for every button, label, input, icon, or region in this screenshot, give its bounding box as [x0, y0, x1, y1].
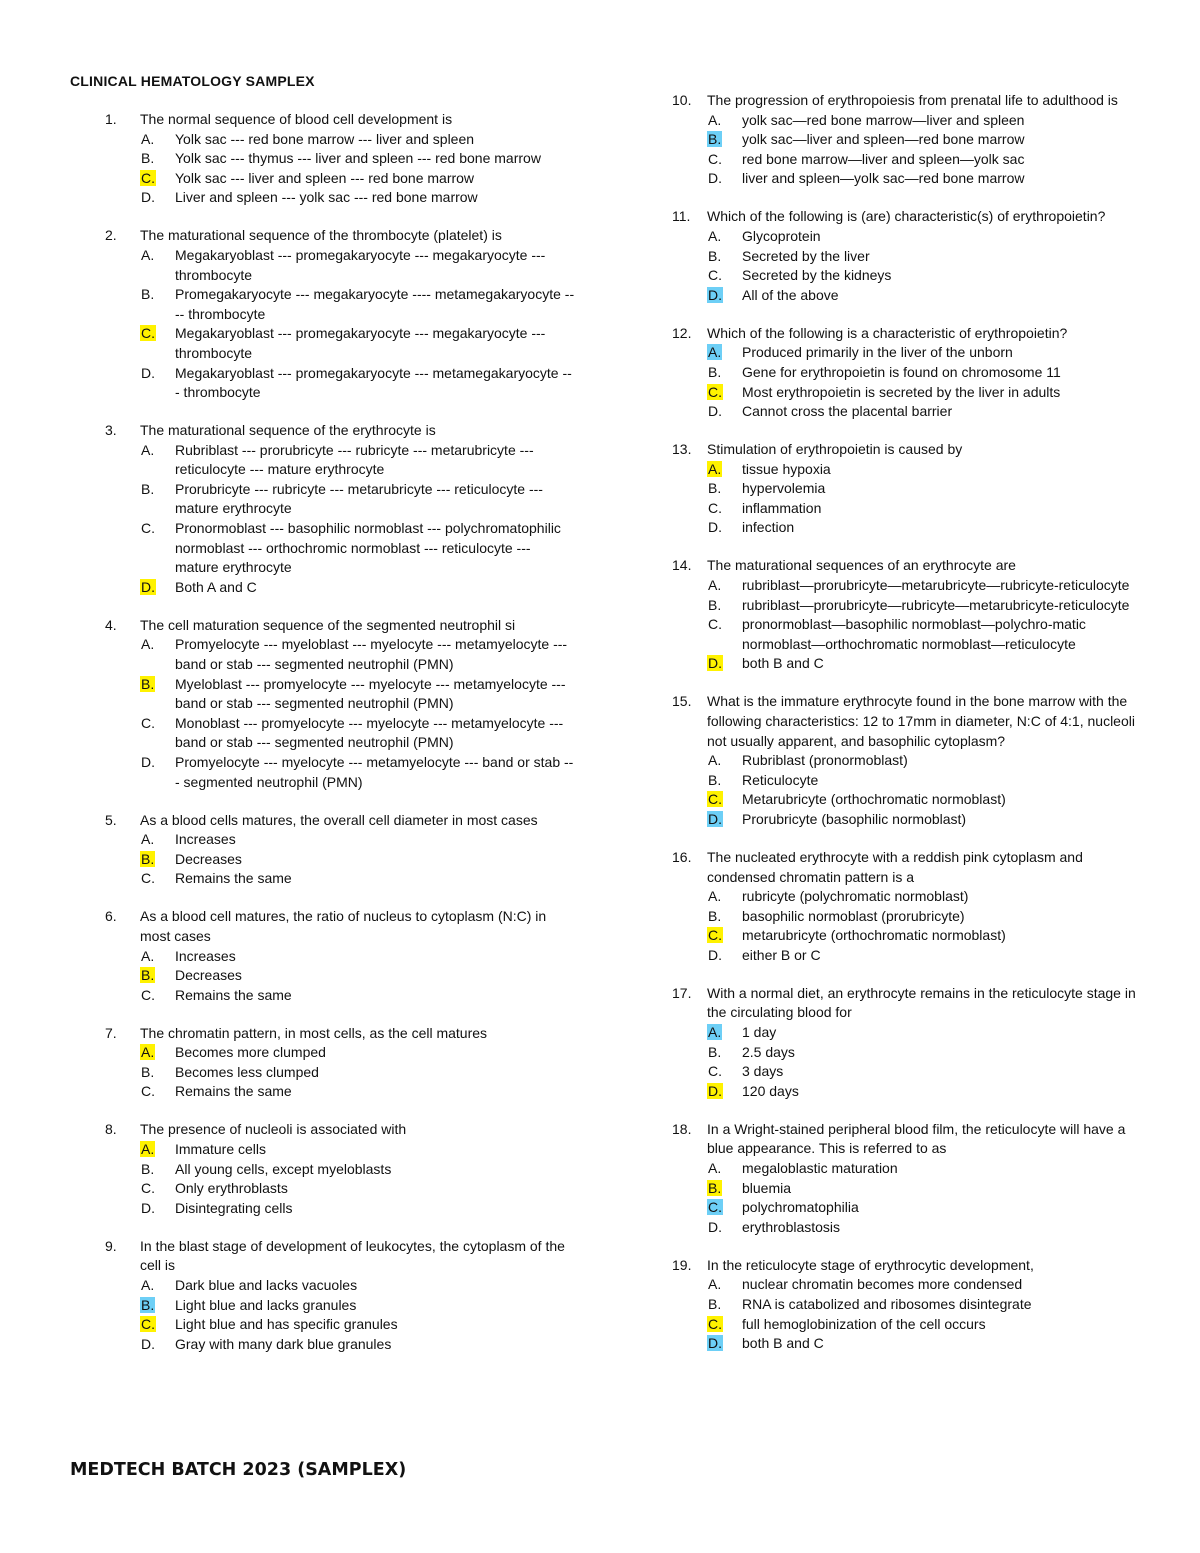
option-letter: B.	[708, 771, 722, 788]
option-text: All of the above	[742, 286, 839, 303]
option-text: Liver and spleen --- yolk sac --- red bone marrow	[175, 189, 478, 206]
option-letter: C.	[708, 267, 722, 284]
answer-option	[140, 850, 575, 870]
option-letter: D.	[141, 189, 155, 206]
highlighted-option-letter: B.	[141, 675, 155, 692]
highlighted-option-letter: C.	[141, 325, 155, 342]
answer-option	[140, 246, 575, 285]
answer-option	[140, 130, 575, 150]
option-text: Monoblast --- promyelocyte --- myelocyte --- metamyelocyte --- band or stab --- segmented neutrophil (PMN)	[175, 714, 564, 751]
question-stem: As a blood cells matures, the overall cell diameter in most cases	[140, 811, 538, 828]
answer-option	[140, 714, 575, 753]
question-number: 4.	[105, 616, 117, 633]
question-stem: The chromatin pattern, in most cells, as the cell matures	[140, 1024, 488, 1041]
option-letter: C.	[708, 499, 722, 516]
question-number: 8.	[105, 1121, 117, 1138]
option-letter: D.	[708, 403, 722, 420]
option-text: Promyelocyte --- myeloblast --- myelocyte --- metamyelocyte --- band or stab --- segmented neutrophil (PMN)	[175, 636, 568, 673]
answer-option	[707, 1179, 1142, 1199]
option-text: full hemoglobinization of the cell occurs	[742, 1315, 986, 1332]
answer-option	[140, 480, 575, 519]
option-text: Secreted by the liver	[742, 247, 870, 264]
question-number: 14.	[672, 557, 692, 574]
question-item	[672, 556, 1142, 674]
highlighted-option-letter: C.	[708, 1315, 722, 1332]
answer-option	[140, 149, 575, 169]
option-letter: A.	[141, 441, 155, 458]
highlighted-option-letter: C.	[708, 927, 722, 944]
option-letter: B.	[708, 363, 722, 380]
question-item	[105, 811, 575, 889]
option-letter: D.	[708, 946, 722, 963]
option-text: Glycoprotein	[742, 227, 821, 244]
right-question-column	[672, 91, 1142, 1372]
option-text: rubriblast—prorubricyte—rubricyte—metarubricyte-reticulocyte	[742, 596, 1130, 613]
answer-option	[707, 227, 1142, 247]
answer-option	[140, 1335, 575, 1355]
option-text: Promegakaryocyte --- megakaryocyte ---- metamegakaryocyte ---- thrombocyte	[175, 286, 575, 322]
question-number: 13.	[672, 441, 692, 458]
answer-option	[140, 1296, 575, 1316]
option-text: 3 days	[742, 1063, 784, 1080]
option-text: Decreases	[175, 850, 242, 867]
answer-option	[707, 751, 1142, 771]
question-stem: The maturational sequences of an erythrocyte are	[707, 557, 1016, 574]
answer-option	[140, 364, 575, 403]
answer-option	[140, 753, 575, 792]
option-text: yolk sac—liver and spleen—red bone marrow	[742, 131, 1025, 148]
answer-option	[140, 1179, 575, 1199]
option-text: polychromatophilia	[742, 1199, 859, 1216]
question-number: 19.	[672, 1256, 692, 1273]
question-number: 18.	[672, 1120, 692, 1137]
answer-option	[707, 596, 1142, 616]
option-text: Produced primarily in the liver of the unborn	[742, 344, 1013, 361]
answer-option	[707, 460, 1142, 480]
question-item	[105, 907, 575, 1005]
answer-option	[707, 926, 1142, 946]
question-number: 7.	[105, 1024, 117, 1041]
question-number: 2.	[105, 227, 117, 244]
answer-option	[140, 830, 575, 850]
batch-footer: MEDTECH BATCH 2023 (SAMPLEX)	[70, 1460, 407, 1480]
option-letter: B.	[708, 907, 722, 924]
answer-option	[707, 907, 1142, 927]
option-text: Prorubricyte --- rubricyte --- metarubricyte --- reticulocyte --- mature erythrocyte	[175, 480, 543, 517]
question-stem: In the reticulocyte stage of erythrocytic development,	[707, 1256, 1034, 1273]
highlighted-option-letter: D.	[708, 810, 722, 827]
option-text: either B or C	[742, 946, 821, 963]
option-text: yolk sac—red bone marrow—liver and spleen	[742, 111, 1025, 128]
question-stem: The maturational sequence of the thrombocyte (platelet) is	[140, 227, 502, 244]
option-letter: B.	[708, 480, 722, 497]
question-item	[672, 848, 1142, 966]
option-letter: D.	[141, 753, 155, 770]
option-text: Remains the same	[175, 1083, 292, 1100]
answer-option	[707, 383, 1142, 403]
option-text: Megakaryoblast --- promegakaryocyte --- megakaryocyte --- thrombocyte	[175, 246, 546, 283]
option-text: tissue hypoxia	[742, 460, 831, 477]
option-text: Prorubricyte (basophilic normoblast)	[742, 810, 967, 827]
question-number: 10.	[672, 92, 692, 108]
option-text: RNA is catabolized and ribosomes disintegrate	[742, 1295, 1032, 1312]
answer-option	[707, 130, 1142, 150]
answer-option	[707, 169, 1142, 189]
question-item	[672, 1256, 1142, 1354]
option-letter: B.	[708, 596, 722, 613]
option-letter: A.	[708, 111, 722, 128]
answer-option	[707, 1275, 1142, 1295]
highlighted-option-letter: C.	[708, 383, 722, 400]
highlighted-option-letter: A.	[141, 1044, 155, 1061]
answer-option	[707, 1218, 1142, 1238]
option-letter: B.	[141, 1160, 155, 1177]
highlighted-option-letter: D.	[708, 286, 722, 303]
option-letter: C.	[141, 986, 155, 1003]
question-number: 3.	[105, 422, 117, 439]
question-stem: With a normal diet, an erythrocyte remains in the reticulocyte stage in the circulating blood for	[707, 984, 1136, 1021]
question-item	[672, 440, 1142, 538]
answer-option	[140, 1199, 575, 1219]
option-letter: B.	[141, 1063, 155, 1080]
option-text: Pronormoblast --- basophilic normoblast --- polychromatophilic normoblast --- orthochromic normoblast --- reticulocyte --- mature erythrocyte	[175, 520, 561, 576]
option-letter: C.	[141, 870, 155, 887]
option-text: Immature cells	[175, 1141, 267, 1158]
option-text: Rubriblast --- prorubricyte --- rubricyte --- metarubricyte --- reticulocyte --- mature erythrocyte	[175, 441, 534, 478]
question-item	[672, 692, 1142, 829]
option-text: Secreted by the kidneys	[742, 267, 892, 284]
option-text: Remains the same	[175, 986, 292, 1003]
answer-option	[707, 887, 1142, 907]
answer-option	[707, 946, 1142, 966]
question-number: 6.	[105, 908, 117, 925]
question-number: 15.	[672, 693, 692, 710]
option-text: Dark blue and lacks vacuoles	[175, 1277, 358, 1293]
question-stem: The maturational sequence of the erythrocyte is	[140, 422, 436, 439]
option-text: Megakaryoblast --- promegakaryocyte --- megakaryocyte --- thrombocyte	[175, 325, 546, 361]
question-item	[105, 226, 575, 402]
question-item	[672, 1120, 1142, 1238]
question-number: 17.	[672, 984, 692, 1001]
option-letter: C.	[708, 616, 722, 633]
option-text: both B and C	[742, 655, 824, 672]
option-letter: D.	[141, 1335, 155, 1352]
question-item	[105, 1120, 575, 1218]
option-text: Yolk sac --- liver and spleen --- red bone marrow	[175, 169, 475, 186]
option-text: both B and C	[742, 1335, 824, 1352]
answer-option	[707, 343, 1142, 363]
highlighted-option-letter: B.	[708, 1179, 722, 1196]
option-text: inflammation	[742, 499, 822, 516]
answer-option	[707, 1315, 1142, 1335]
answer-option	[140, 1063, 575, 1083]
question-item	[672, 207, 1142, 305]
highlighted-option-letter: C.	[708, 791, 722, 808]
highlighted-option-letter: A.	[708, 460, 722, 477]
question-number: 11.	[672, 208, 691, 225]
answer-option	[707, 402, 1142, 422]
question-item	[105, 1024, 575, 1102]
answer-option	[707, 1023, 1142, 1043]
option-text: Becomes more clumped	[175, 1044, 326, 1061]
question-number: 12.	[672, 324, 692, 341]
answer-option	[707, 654, 1142, 674]
option-text: rubriblast—prorubricyte—metarubricyte—rubricyte-reticulocyte	[742, 577, 1130, 594]
option-text: megaloblastic maturation	[742, 1160, 898, 1177]
option-text: Promyelocyte --- myelocyte --- metamyelocyte --- band or stab --- segmented neutrophil (PMN)	[175, 753, 574, 790]
highlighted-option-letter: D.	[708, 655, 722, 672]
question-stem: Which of the following is (are) characteristic(s) of erythropoietin?	[707, 208, 1106, 225]
option-letter: C.	[141, 520, 155, 537]
answer-option	[707, 576, 1142, 596]
option-text: Disintegrating cells	[175, 1199, 293, 1216]
answer-option	[140, 519, 575, 578]
highlighted-option-letter: D.	[708, 1335, 722, 1352]
question-stem: The cell maturation sequence of the segmented neutrophil si	[140, 616, 516, 633]
question-number: 1.	[105, 111, 117, 127]
highlighted-option-letter: D.	[141, 578, 155, 595]
option-text: nuclear chromatin becomes more condensed	[742, 1276, 1023, 1293]
highlighted-option-letter: A.	[708, 344, 722, 361]
option-text: Light blue and lacks granules	[175, 1296, 357, 1313]
answer-option	[140, 675, 575, 714]
answer-option	[140, 947, 575, 967]
answer-option	[707, 790, 1142, 810]
option-letter: A.	[708, 752, 722, 769]
option-text: Becomes less clumped	[175, 1063, 319, 1080]
option-text: Increases	[175, 831, 236, 848]
option-letter: D.	[708, 170, 722, 187]
option-text: infection	[742, 519, 795, 536]
option-letter: A.	[708, 1160, 722, 1177]
option-text: Light blue and has specific granules	[175, 1316, 398, 1333]
option-text: 120 days	[742, 1082, 799, 1099]
option-text: Increases	[175, 947, 236, 964]
answer-option	[707, 479, 1142, 499]
option-text: Megakaryoblast --- promegakaryocyte --- metamegakaryocyte --- thrombocyte	[175, 364, 572, 401]
option-letter: A.	[141, 246, 155, 263]
answer-option	[707, 1198, 1142, 1218]
option-text: Both A and C	[175, 578, 257, 595]
option-text: Cannot cross the placental barrier	[742, 403, 953, 420]
question-stem: The nucleated erythrocyte with a reddish pink cytoplasm and condensed chromatin pattern is a	[707, 848, 1083, 885]
answer-option	[140, 1140, 575, 1160]
option-text: Most erythropoietin is secreted by the liver in adults	[742, 383, 1061, 400]
option-letter: B.	[708, 1295, 722, 1312]
option-letter: A.	[141, 947, 155, 964]
option-letter: C.	[708, 150, 722, 167]
option-text: hypervolemia	[742, 480, 826, 497]
answer-option	[140, 324, 575, 363]
option-text: Yolk sac --- red bone marrow --- liver and spleen	[175, 130, 475, 147]
answer-option	[707, 1295, 1142, 1315]
answer-option	[707, 771, 1142, 791]
question-stem: Which of the following is a characteristic of erythropoietin?	[707, 324, 1068, 341]
answer-option	[140, 986, 575, 1006]
question-stem: What is the immature erythrocyte found in the bone marrow with the following characteristics: 12 to 17mm in diameter, N:C of 4:1, nucleoli not usually apparent, and basophilic cytoplasm?	[707, 693, 1135, 749]
answer-option	[140, 966, 575, 986]
question-stem: In the blast stage of development of leukocytes, the cytoplasm of the cell is	[140, 1237, 565, 1274]
highlighted-option-letter: C.	[141, 1316, 155, 1333]
question-item	[672, 91, 1142, 189]
option-letter: A.	[708, 1276, 722, 1293]
question-item	[105, 421, 575, 597]
question-item	[672, 984, 1142, 1102]
question-stem: The progression of erythropoiesis from prenatal life to adulthood is	[707, 92, 1118, 108]
answer-option	[707, 247, 1142, 267]
answer-option	[707, 266, 1142, 286]
answer-option	[140, 188, 575, 208]
answer-option	[707, 1062, 1142, 1082]
option-letter: C.	[708, 1063, 722, 1080]
answer-option	[707, 615, 1142, 654]
option-text: Only erythroblasts	[175, 1180, 288, 1197]
question-stem: Stimulation of erythropoietin is caused by	[707, 441, 963, 458]
option-text: 1 day	[742, 1024, 777, 1041]
option-text: All young cells, except myeloblasts	[175, 1160, 392, 1177]
option-text: Yolk sac --- thymus --- liver and spleen --- red bone marrow	[175, 150, 541, 167]
question-stem: The normal sequence of blood cell development is	[140, 111, 453, 127]
highlighted-option-letter: C.	[708, 1199, 722, 1216]
answer-option	[707, 1043, 1142, 1063]
answer-option	[707, 499, 1142, 519]
option-letter: B.	[141, 480, 155, 497]
answer-option	[707, 111, 1142, 131]
answer-option	[140, 635, 575, 674]
highlighted-option-letter: A.	[141, 1141, 155, 1158]
option-text: rubricyte (polychromatic normoblast)	[742, 888, 969, 905]
option-text: red bone marrow—liver and spleen—yolk sac	[742, 150, 1025, 167]
question-item	[105, 616, 575, 792]
answer-option	[707, 1082, 1142, 1102]
answer-option	[140, 1043, 575, 1063]
question-stem: In a Wright-stained peripheral blood film, the reticulocyte will have a blue appearance. This is referred to as	[707, 1120, 1126, 1157]
option-text: 2.5 days	[742, 1043, 795, 1060]
answer-option	[707, 810, 1142, 830]
option-letter: A.	[141, 130, 155, 147]
highlighted-option-letter: C.	[141, 169, 155, 186]
option-text: Decreases	[175, 967, 242, 984]
answer-option	[140, 1315, 575, 1335]
option-letter: A.	[708, 888, 722, 905]
option-text: Remains the same	[175, 870, 292, 887]
left-question-column	[105, 110, 575, 1373]
highlighted-option-letter: D.	[708, 1082, 722, 1099]
option-letter: A.	[141, 1277, 155, 1293]
answer-option	[140, 1082, 575, 1102]
option-letter: B.	[708, 247, 722, 264]
option-letter: D.	[141, 1199, 155, 1216]
highlighted-option-letter: B.	[141, 967, 155, 984]
question-stem: As a blood cell matures, the ratio of nucleus to cytoplasm (N:C) in most cases	[140, 908, 547, 944]
highlighted-option-letter: B.	[708, 131, 722, 148]
option-letter: A.	[141, 831, 155, 848]
answer-option	[140, 169, 575, 189]
answer-option	[707, 1159, 1142, 1179]
option-text: Myeloblast --- promyelocyte --- myelocyte --- metamyelocyte --- band or stab --- segmented neutrophil (PMN)	[175, 675, 566, 712]
answer-option	[140, 285, 575, 324]
answer-option	[140, 1276, 575, 1296]
answer-option	[140, 578, 575, 598]
option-text: metarubricyte (orthochromatic normoblast)	[742, 927, 1006, 944]
answer-option	[707, 1334, 1142, 1354]
question-item	[672, 324, 1142, 422]
option-text: Metarubricyte (orthochromatic normoblast)	[742, 791, 1006, 808]
option-letter: B.	[708, 1043, 722, 1060]
question-number: 16.	[672, 848, 692, 865]
answer-option	[707, 363, 1142, 383]
highlighted-option-letter: B.	[141, 850, 155, 867]
question-item	[105, 110, 575, 208]
answer-option	[707, 286, 1142, 306]
option-letter: A.	[708, 577, 722, 594]
option-text: liver and spleen—yolk sac—red bone marrow	[742, 170, 1025, 187]
question-stem: The presence of nucleoli is associated with	[140, 1121, 407, 1138]
question-item	[105, 1237, 575, 1355]
option-text: basophilic normoblast (prorubricyte)	[742, 907, 965, 924]
option-letter: B.	[141, 150, 155, 167]
highlighted-option-letter: B.	[141, 1296, 155, 1313]
option-text: erythroblastosis	[742, 1218, 841, 1235]
document-title: CLINICAL HEMATOLOGY SAMPLEX	[70, 73, 315, 89]
question-number: 9.	[105, 1237, 117, 1254]
option-letter: D.	[708, 1218, 722, 1235]
answer-option	[140, 869, 575, 889]
option-text: Rubriblast (pronormoblast)	[742, 752, 908, 769]
answer-option	[707, 150, 1142, 170]
option-letter: C.	[141, 714, 155, 731]
option-letter: A.	[708, 227, 722, 244]
option-letter: C.	[141, 1083, 155, 1100]
option-text: Gray with many dark blue granules	[175, 1335, 392, 1352]
option-letter: D.	[141, 364, 155, 381]
option-letter: B.	[141, 286, 155, 303]
answer-option	[140, 1160, 575, 1180]
option-text: pronormoblast—basophilic normoblast—polychro-matic normoblast—orthochromatic normoblast—reticulocyte	[742, 616, 1086, 652]
option-text: bluemia	[742, 1179, 792, 1196]
question-number: 5.	[105, 811, 117, 828]
option-text: Gene for erythropoietin is found on chromosome 11	[742, 363, 1061, 380]
option-letter: C.	[141, 1180, 155, 1197]
answer-option	[707, 518, 1142, 538]
option-letter: A.	[141, 636, 155, 653]
answer-option	[140, 441, 575, 480]
highlighted-option-letter: A.	[708, 1024, 722, 1041]
option-text: Reticulocyte	[742, 771, 819, 788]
option-letter: D.	[708, 519, 722, 536]
